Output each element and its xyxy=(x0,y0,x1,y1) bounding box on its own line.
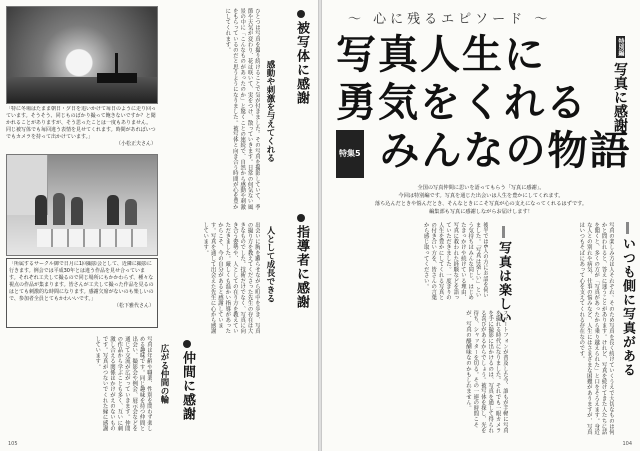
series-title: 特別編写真に感謝 xyxy=(612,38,628,132)
pencil-icon xyxy=(502,226,505,238)
photo1-caption xyxy=(6,106,156,150)
pencil-icon xyxy=(626,222,629,234)
title-line-2: 勇気をくれる xyxy=(336,79,588,126)
series-tag: 特別編 xyxy=(617,38,624,56)
pin-icon xyxy=(183,340,191,348)
section-body-closing: スマートフォンが普及した今、誰もが手軽に写真を撮れる時代になりました。それでも一眼カメラを手に撮影に出かけるのは、写真を通して得られる喜びがあるからでしょう。被写体を探し、光を待ち、シャッターを切る。その一連の時間こそが、写真の醍醐味なのかもしれません。 xyxy=(464,310,508,434)
title-line-3: 特集5 みんなの物語 xyxy=(336,128,632,178)
lede-line-3: 落ち込んだときや悩んだとき、そんなときにこそ写真が心の支えになってくれるはずです。 xyxy=(374,201,588,207)
photo2-caption-text: 「所属するサークル御で日月に1回撮影会として、近隣に撮影に行きます。例会では平成30年とは違う作品を見せ合っています。それぞれ工夫して撮るので同じ場所にもかかわらず、種々な視点の作品が集まります。皆さんが工夫して撮った作品を見るのはとても刺激的な時間になります。感謝欠席がないのも楽しいので、参加者全員とてもかわいいです。」 xyxy=(9,261,154,302)
group-photo xyxy=(6,154,158,256)
section-hint-mentor: 人として成長できる xyxy=(265,226,275,303)
section-body-fun: 後半では6人の方にお話を伺いました。「写真は楽しい」という気持ちはみんな同じ。はじめたきっかけや続けている理由、写真に救われた経験などを語っていただきました。一度きりの人生を豊かにしてくれる写真との付き合い方を、皆さんの言葉から感じ取ってください。 xyxy=(422,222,488,301)
lede-line-4: 編集部も写真に感謝しながらお届けします！ xyxy=(429,209,533,215)
section-heading-always: いつも側に写真がある xyxy=(618,222,637,377)
right-folio: 104 xyxy=(622,441,632,447)
section-hint-friends: 広がる仲間の輪 xyxy=(159,344,169,404)
pin-icon xyxy=(297,214,305,222)
lede-line-1: 全国の写真仲間に思いを語ってもらう「写真に感謝」。 xyxy=(417,185,545,191)
lede-line-2: 今回は特別編です。写真を通じた出会いは人生を豊かにしてくれます。 xyxy=(398,193,564,199)
right-page xyxy=(322,0,640,451)
pin-icon xyxy=(297,10,305,18)
section-heading-subject: 被写体に感謝 xyxy=(292,10,311,105)
section-body-always: 写真の楽しみ方は人それぞれ。そのため写真を長く続けていくうえで大切なものは何かと問われると、答えに迷うことがあります。けれど、写真を続けてきた人たちに話を聞くと、多くの方が「写真があったから乗り越えられた」と口をそろえます。身近な人との別れや病気、仕事の悩みなど、人生にはさまざまな困難がありますが、写真はいつもそばにあって心を支えてくれる存在なのです。 xyxy=(578,222,614,435)
photo2-caption xyxy=(9,261,154,323)
section-heading-friends: 仲間に感謝 xyxy=(178,340,197,421)
section-body-subject: ひとつは写真を撮り続けることで気が付きました。その写真を撮影していて、季節や天気が変わり、花は咲いて、実をつけ、散っていきます。日常の何気ない風景の中に「こんなものがあったのか」と驚くことの連続で、自然から感動や刺激をもらっているのだと思うようになりました。被写体と向き合う時間が心を豊かにしてくれます。 xyxy=(224,8,260,210)
section-body-friends: 写真は年齢や職業、性別を問わず楽しめる趣味です。同じ趣味を持つ仲間と出会い、撮影会や例会、展示会などを通じて交流が広がっていきます。仲間の作品から学ぶことも多く、互いに刺激し合える関係はかけがえのないものです。写真がつないでくれた縁に感謝しています。 xyxy=(94,336,152,432)
section-body-mentor: 出会いに胸を躍らせながら町中を歩き、写真の撮り方を教えてくださった先生の存在は大きなものでした。技術だけでなく、写真に向き合う姿勢や、人としての在り方を教えていただきました。厳しくも温かい指導があったからこそ、今の自分があると感謝しています。写真を通して出会えた先生に心から感謝しています。 xyxy=(202,222,260,334)
sunset-boat-photo xyxy=(6,6,158,104)
photo1-credit: （小松正夫さん） xyxy=(115,141,156,147)
left-folio: 105 xyxy=(8,441,18,447)
title-line-1: 写真人生に xyxy=(336,31,546,78)
section-hint-subject: 感動や刺激を与えてくれる xyxy=(265,60,275,162)
section-heading-mentor: 指導者に感謝 xyxy=(292,214,311,309)
tagline: 〜 心に残るエピソード 〜 xyxy=(348,12,552,27)
left-page xyxy=(0,0,318,451)
photo2-credit: （松下雅代さん） xyxy=(113,303,154,309)
photo1-caption-text: 「特に冬場はたまま朝日・夕日を追いかけて毎日のように走り回っています。そうそう、同じものばかり撮って飽きないですか？と聞かれることがありますが、そう思ったことは一度もありません。同じ被写体でも毎回違う表情を見せてくれます。時間があればいつでもカメラを持って出かけています。」 xyxy=(6,106,156,140)
section-heading-fun: 写真は楽しい xyxy=(494,226,513,325)
lede xyxy=(332,184,630,216)
special-badge: 特集5 xyxy=(336,130,364,178)
